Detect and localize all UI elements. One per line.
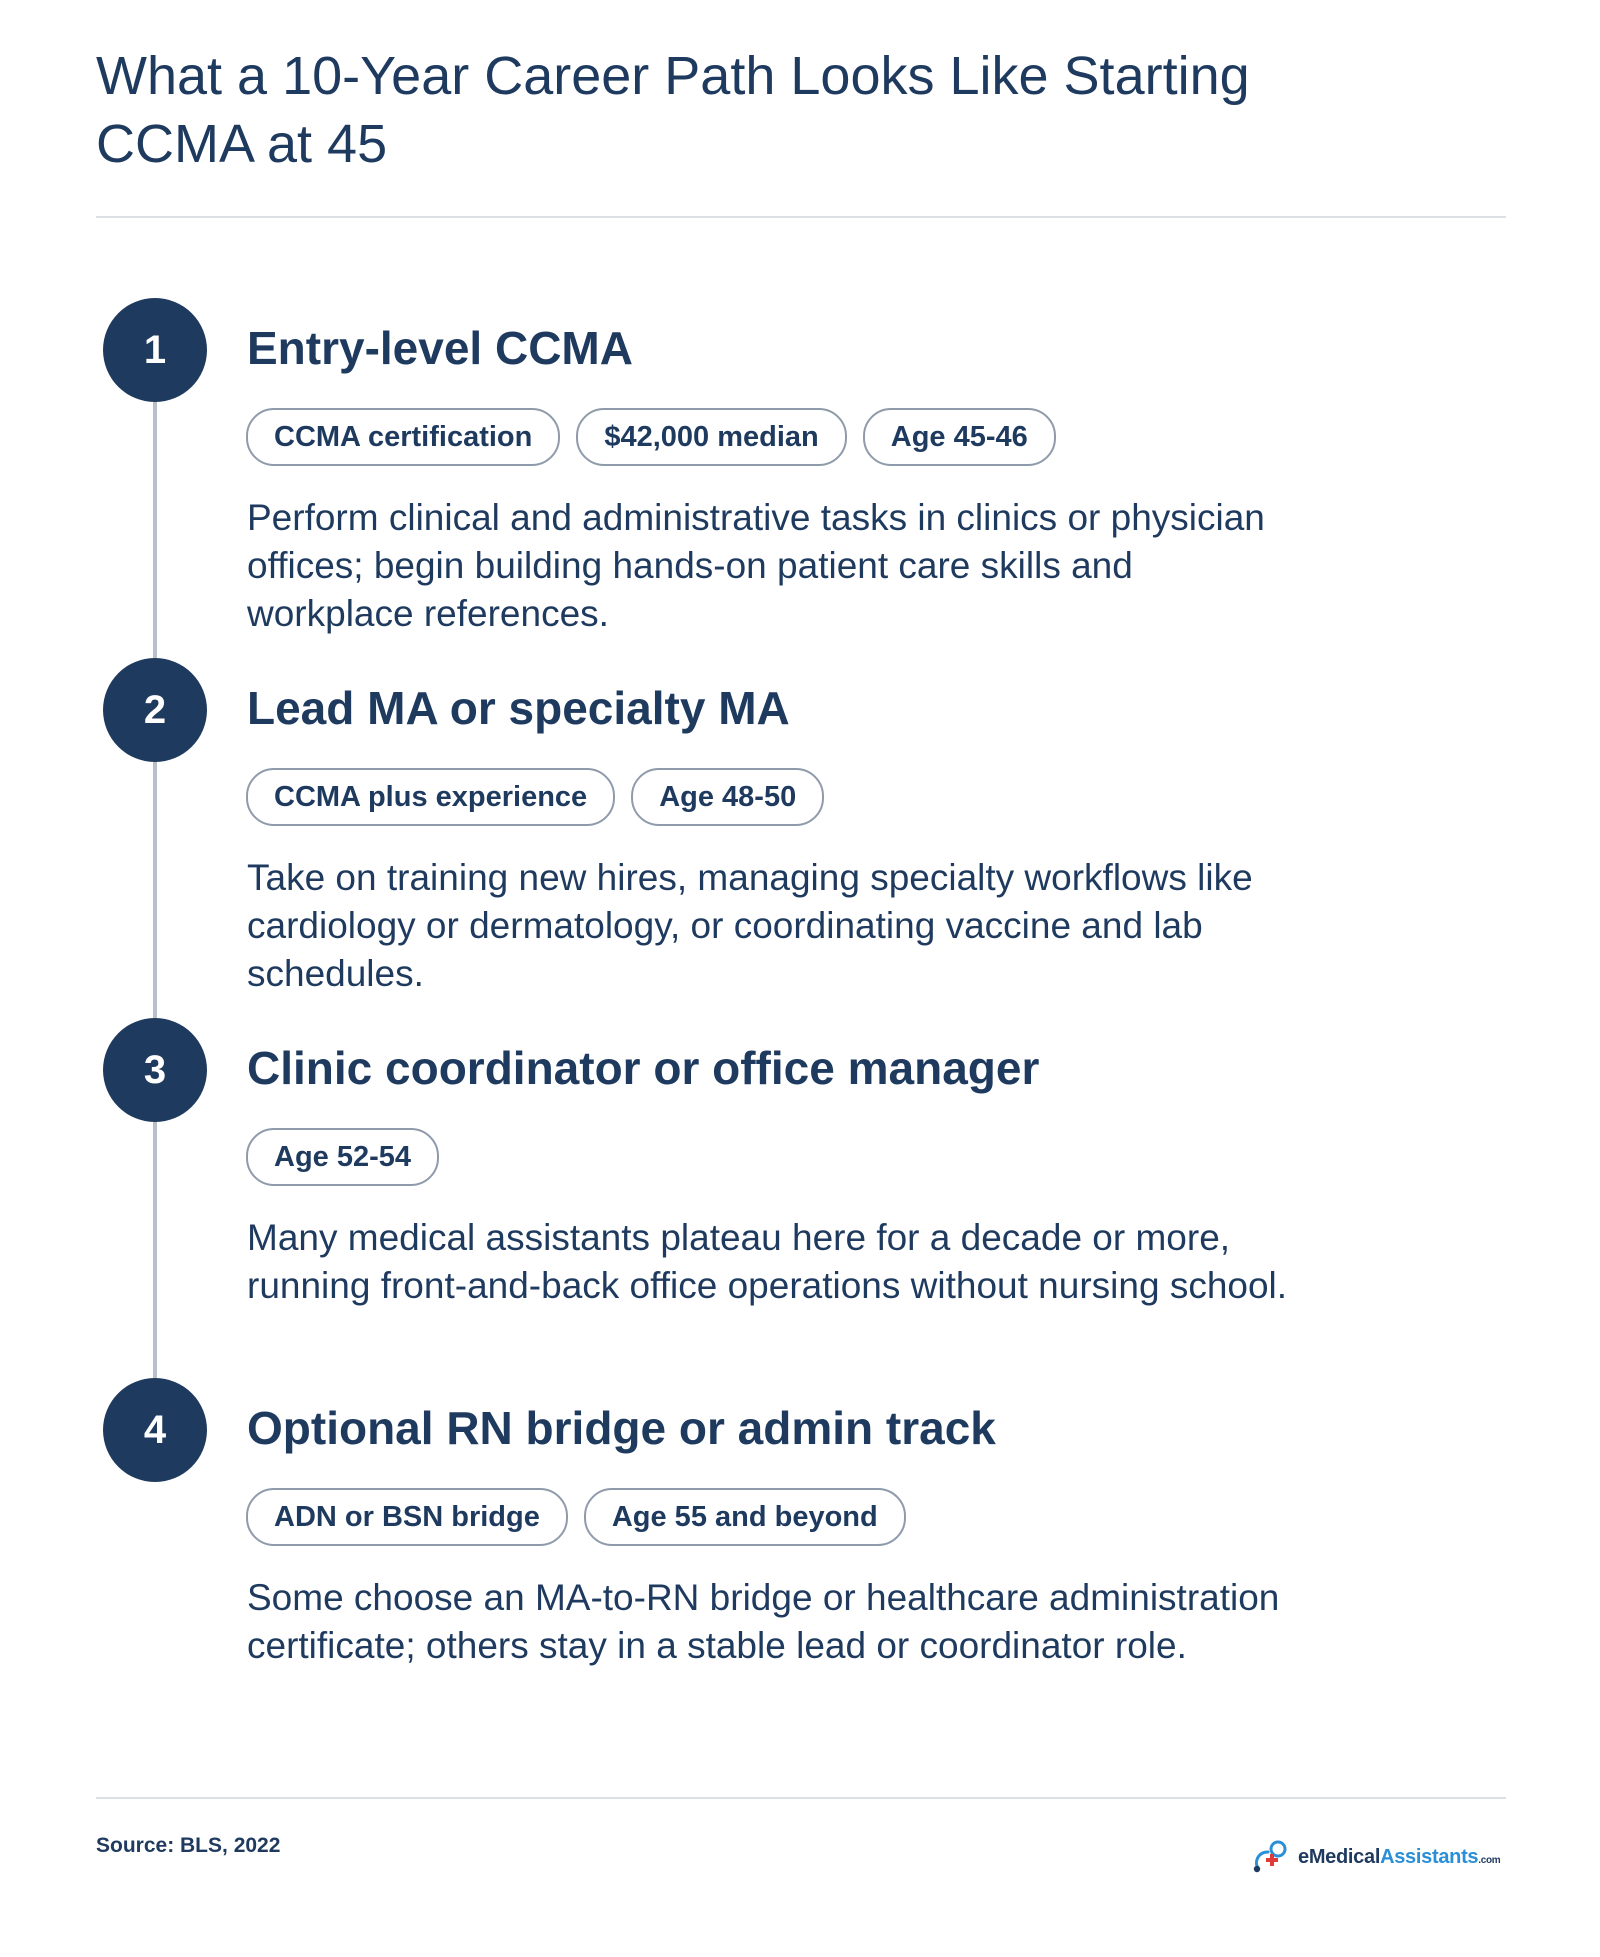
- tag-chip: $42,000 median: [576, 408, 846, 466]
- step-title: Entry-level CCMA: [247, 322, 633, 374]
- page-title: [96, 42, 1416, 178]
- step-number-badge: 3: [103, 1018, 207, 1122]
- tag-chip: Age 55 and beyond: [584, 1488, 906, 1546]
- tag-chip: CCMA plus experience: [246, 768, 615, 826]
- step-tags: [246, 1488, 906, 1546]
- tag-chip: ADN or BSN bridge: [246, 1488, 568, 1546]
- timeline-connector: [153, 352, 157, 1432]
- step-description: Some choose an MA-to-RN bridge or healthcare administration certificate; others stay in a stable lead or coordinator role.: [247, 1577, 1280, 1666]
- tag-chip: Age 52-54: [246, 1128, 439, 1186]
- step-description: Many medical assistants plateau here for a decade or more, running front-and-back office operations without nursing school.: [247, 1217, 1288, 1306]
- medical-cross-logo-icon: [1252, 1840, 1292, 1874]
- step-description: Take on training new hires, managing specialty workflows like cardiology or dermatology, or coordinating vaccine and lab schedules.: [247, 857, 1253, 994]
- step-tags: [246, 1128, 439, 1186]
- tag-chip: Age 48-50: [631, 768, 824, 826]
- step-title: Clinic coordinator or office manager: [247, 1042, 1040, 1094]
- page-title-line-1: What a 10-Year Career Path Looks Like Starting: [96, 46, 1250, 106]
- step-number-badge: 2: [103, 658, 207, 762]
- step-tags: [246, 408, 1056, 466]
- step-number-badge: 4: [103, 1378, 207, 1482]
- page-title-line-2: CCMA at 45: [96, 114, 388, 174]
- brand-logo: [1252, 1840, 1500, 1874]
- step-tags: [246, 768, 824, 826]
- step-title: Optional RN bridge or admin track: [247, 1402, 996, 1454]
- logo-wordmark: eMedicalAssistants.com: [1298, 1845, 1501, 1868]
- step-number-badge: 1: [103, 298, 207, 402]
- source-note: Source: BLS, 2022: [96, 1834, 281, 1857]
- tag-chip: CCMA certification: [246, 408, 560, 466]
- step-title: Lead MA or specialty MA: [247, 682, 790, 734]
- top-divider: [96, 216, 1506, 218]
- step-description: Perform clinical and administrative tasks in clinics or physician offices; begin building hands-on patient care skills and workplace references.: [247, 497, 1265, 634]
- tag-chip: Age 45-46: [863, 408, 1056, 466]
- bottom-divider: [96, 1797, 1506, 1799]
